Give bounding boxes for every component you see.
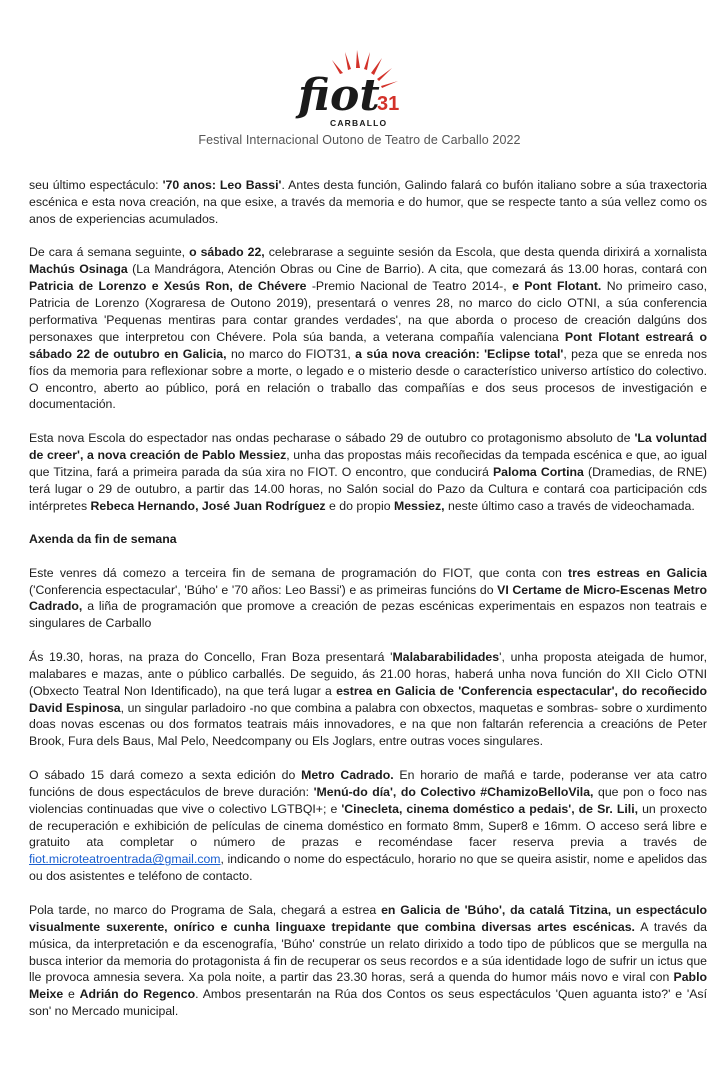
logo-word: fiot (298, 70, 380, 121)
festival-subtitle: Festival Internacional Outono de Teatro de Carballo 2022 (198, 133, 521, 147)
text-run: -Premio Nacional de Teatro 2014-, (306, 279, 513, 294)
bold-text: Messiez, (393, 498, 445, 513)
bold-text: Machús Osinaga (29, 262, 128, 277)
text-run: , un singular parladoiro -no que combina a palabra con obxectos, maquetas e sombras- sobre o xurdimento doas novas escenas ou dos formatos teatrais máis innovadores, e na que non faltarán referencia a creacións de Peter Brook, Fura dels Baus, Mal Pelo, Needcompany ou Els Joglars, entre outras voces singulares. (29, 700, 707, 749)
bold-text: Rebeca Hernando, José Juan Rodríguez (90, 498, 326, 513)
fiot-logo (290, 48, 440, 138)
bold-text: VI Certame de Micro-Escenas Metro Cadrado, (29, 582, 707, 614)
bold-text: Malabarabilidades (392, 649, 500, 664)
bold-text: a súa nova creación: 'Eclipse total' (355, 346, 564, 361)
text-run: No primeiro caso, Patricia de Lorenzo (Xograresa de Outono 2019), presentará o venres 28, no marco do ciclo OTNI, a súa conferencia performativa 'Pequenas mentiras para contar grandes verdades', na que aborda o proceso de creación dalgúns dos personaxes que interpretou con Chévere. Pola súa banda, a veterana compañía valenciana (29, 279, 707, 344)
text-run: A través da música, da interpretación e da escenografía, 'Búho' constrúe un relato dirixido a todo tipo de públicos que se mergulla na busca interior da memoria do protagonista á fin de recuperar os seus recordos e a súa identidade logo de sufrir un ictus que lle provoca amnesia severa. Xa pola noite, a partir das 23.30 horas, será a quenda do humor máis novo e viral con (29, 919, 707, 985)
paragraph-group-2 (29, 565, 707, 1021)
bold-text: e Pont Flotant. (512, 279, 602, 294)
bold-text: Adrián do Regenco (79, 987, 196, 1002)
bold-text: 'Menú-do día', do Colectivo #ChamizoBelloVila, (313, 784, 594, 799)
text-run: Esta nova Escola do espectador nas ondas pecharase o sábado 29 de outubro co protagonismo absoluto de (29, 430, 635, 445)
logo-number: 31 (377, 93, 400, 115)
bold-text: Paloma Cortina (492, 464, 584, 479)
text-run: que pon o foco nas violencias continuadas que vive o colectivo LGTBQI+; e (29, 784, 707, 816)
paragraph (29, 902, 707, 1020)
bold-text: Pablo Meixe (29, 970, 707, 1002)
text-run: ('Conferencia espectacular', 'Búho' e '70 años: Leo Bassi') e as primeiras funcións do (29, 582, 498, 597)
paragraph (29, 244, 707, 413)
bold-text: en Galicia de 'Búho', da catalá Titzina, un espectáculo visualmente suxerente, onírico e cunha linguaxe trepidante que combina diversas artes escénicas. (29, 902, 708, 934)
text-run: un proxecto de recuperación e exhibición de películas de cinema doméstico en formato 8mm, Super8 e 16mm. O acceso será libre e gratuito ata completar o número de prazas e recoméndase facer reserva previa a través de (29, 801, 707, 850)
paragraph (29, 649, 707, 750)
text-run: no marco do FIOT31, (226, 346, 356, 361)
bold-text: Patricia de Lorenzo e Xesús Ron, de Chévere (29, 279, 307, 294)
paragraph (29, 177, 707, 228)
bold-text: '70 anos: Leo Bassi' (162, 178, 282, 192)
text-run: e (63, 987, 80, 1002)
bold-text: 'La voluntad de creer', a nova creación de Pablo Messiez (29, 430, 707, 462)
text-run: En horario de mañá e tarde, poderanse ver ata catro funcións de dous espectáculos de breve duración: (29, 767, 707, 799)
text-run: ', unha proposta ateigada de humor, malabares e mazas, ante o público carballés. De seguido, ás 21.00 horas, haberá unha nova función do XII Ciclo OTNI (Obxecto Teatral Non Identificado), na que terá lugar a (29, 649, 707, 698)
text-run: neste último caso a través de videochamada. (444, 498, 695, 513)
text-run: (Dramedias, de RNE) terá lugar o 29 de outubro, a partir das 14.00 horas, no Salón social do Pazo da Cultura e contará coa participación cds intérpretes (29, 464, 707, 513)
bold-text: Pont Flotant estreará o sábado 22 de outubro en Galicia, (29, 329, 707, 361)
logo-city: CARBALLO (330, 118, 388, 128)
text-run: O sábado 15 dará comezo a sexta edición do (29, 767, 302, 782)
bold-text: o sábado 22, (189, 245, 265, 260)
paragraph (29, 430, 707, 515)
text-run: e do propio (325, 498, 394, 513)
bold-text: tres estreas en Galicia (568, 565, 707, 580)
text-run: . Antes desta función, Galindo falará co bufón italiano sobre a súa traxectoria escénica e esta nova creación, na que esixe, a través da memoria e do humor, que se respecte tanto a súa vellez como os anos de experiencias acumulados. (29, 178, 708, 226)
section-heading: Axenda da fin de semana (29, 532, 177, 547)
text-run: Este venres dá comezo a terceira fin de semana de programación do FIOT, que conta con (29, 565, 569, 580)
text-run: (La Mandrágora, Atención Obras ou Cine de Barrio). A cita, que comezará ás 13.00 horas, contará con (127, 262, 707, 277)
text-run: . Ambos presentarán na Rúa dos Contos os seus espectáculos 'Quen aguanta isto?' e 'Así son' no Mercado municipal. (29, 987, 707, 1019)
bold-text: 'Cinecleta, cinema doméstico a pedais', de Sr. Lili, (341, 801, 639, 816)
text-run: De cara á semana seguinte, (29, 245, 190, 260)
text-run: , indicando o nome do espectáculo, horario no que se queira asistir, nome e apelidos das ou dos asistentes e teléfono de contacto. (29, 852, 707, 884)
bold-text: estrea en Galicia de 'Conferencia espectacular', do recoñecido David Espinosa (29, 683, 707, 715)
text-run: celebrarase a seguinte sesión da Escola, que desta quenda dirixirá a xornalista (264, 245, 707, 260)
text-run: a liña de programación que promove a creación de pezas escénicas experimentais en espazos non teatrais e singulares de Carballo (29, 599, 707, 631)
paragraph-group-1 (29, 177, 707, 515)
text-run: seu último espectáculo: (29, 178, 163, 192)
bold-text: Metro Cadrado. (301, 767, 394, 782)
email-link[interactable]: fiot.microteatroentrada@gmail.com (29, 852, 221, 867)
article-body (29, 177, 707, 1037)
paragraph (29, 565, 707, 633)
paragraph (29, 767, 707, 885)
text-run: , unha das propostas máis recoñecidas da tempada escénica e que, ao igual que Titzina, fará a primeira parada da súa xira no FIOT. O encontro, que conducirá (29, 447, 707, 479)
text-run: Ás 19.30, horas, na praza do Concello, Fran Boza presentará ' (29, 649, 393, 664)
text-run: Pola tarde, no marco do Programa de Sala, chegará a estrea (29, 902, 382, 917)
text-run: , peza que se enreda nos fíos da memoria para reflexionar sobre a morte, o legado e o misterio desde o característico universo artístico do colectivo. O encontro, aberto ao público, porá en relación o traballo das compañías e dos seus procesos de investigación e documentación. (29, 346, 707, 412)
